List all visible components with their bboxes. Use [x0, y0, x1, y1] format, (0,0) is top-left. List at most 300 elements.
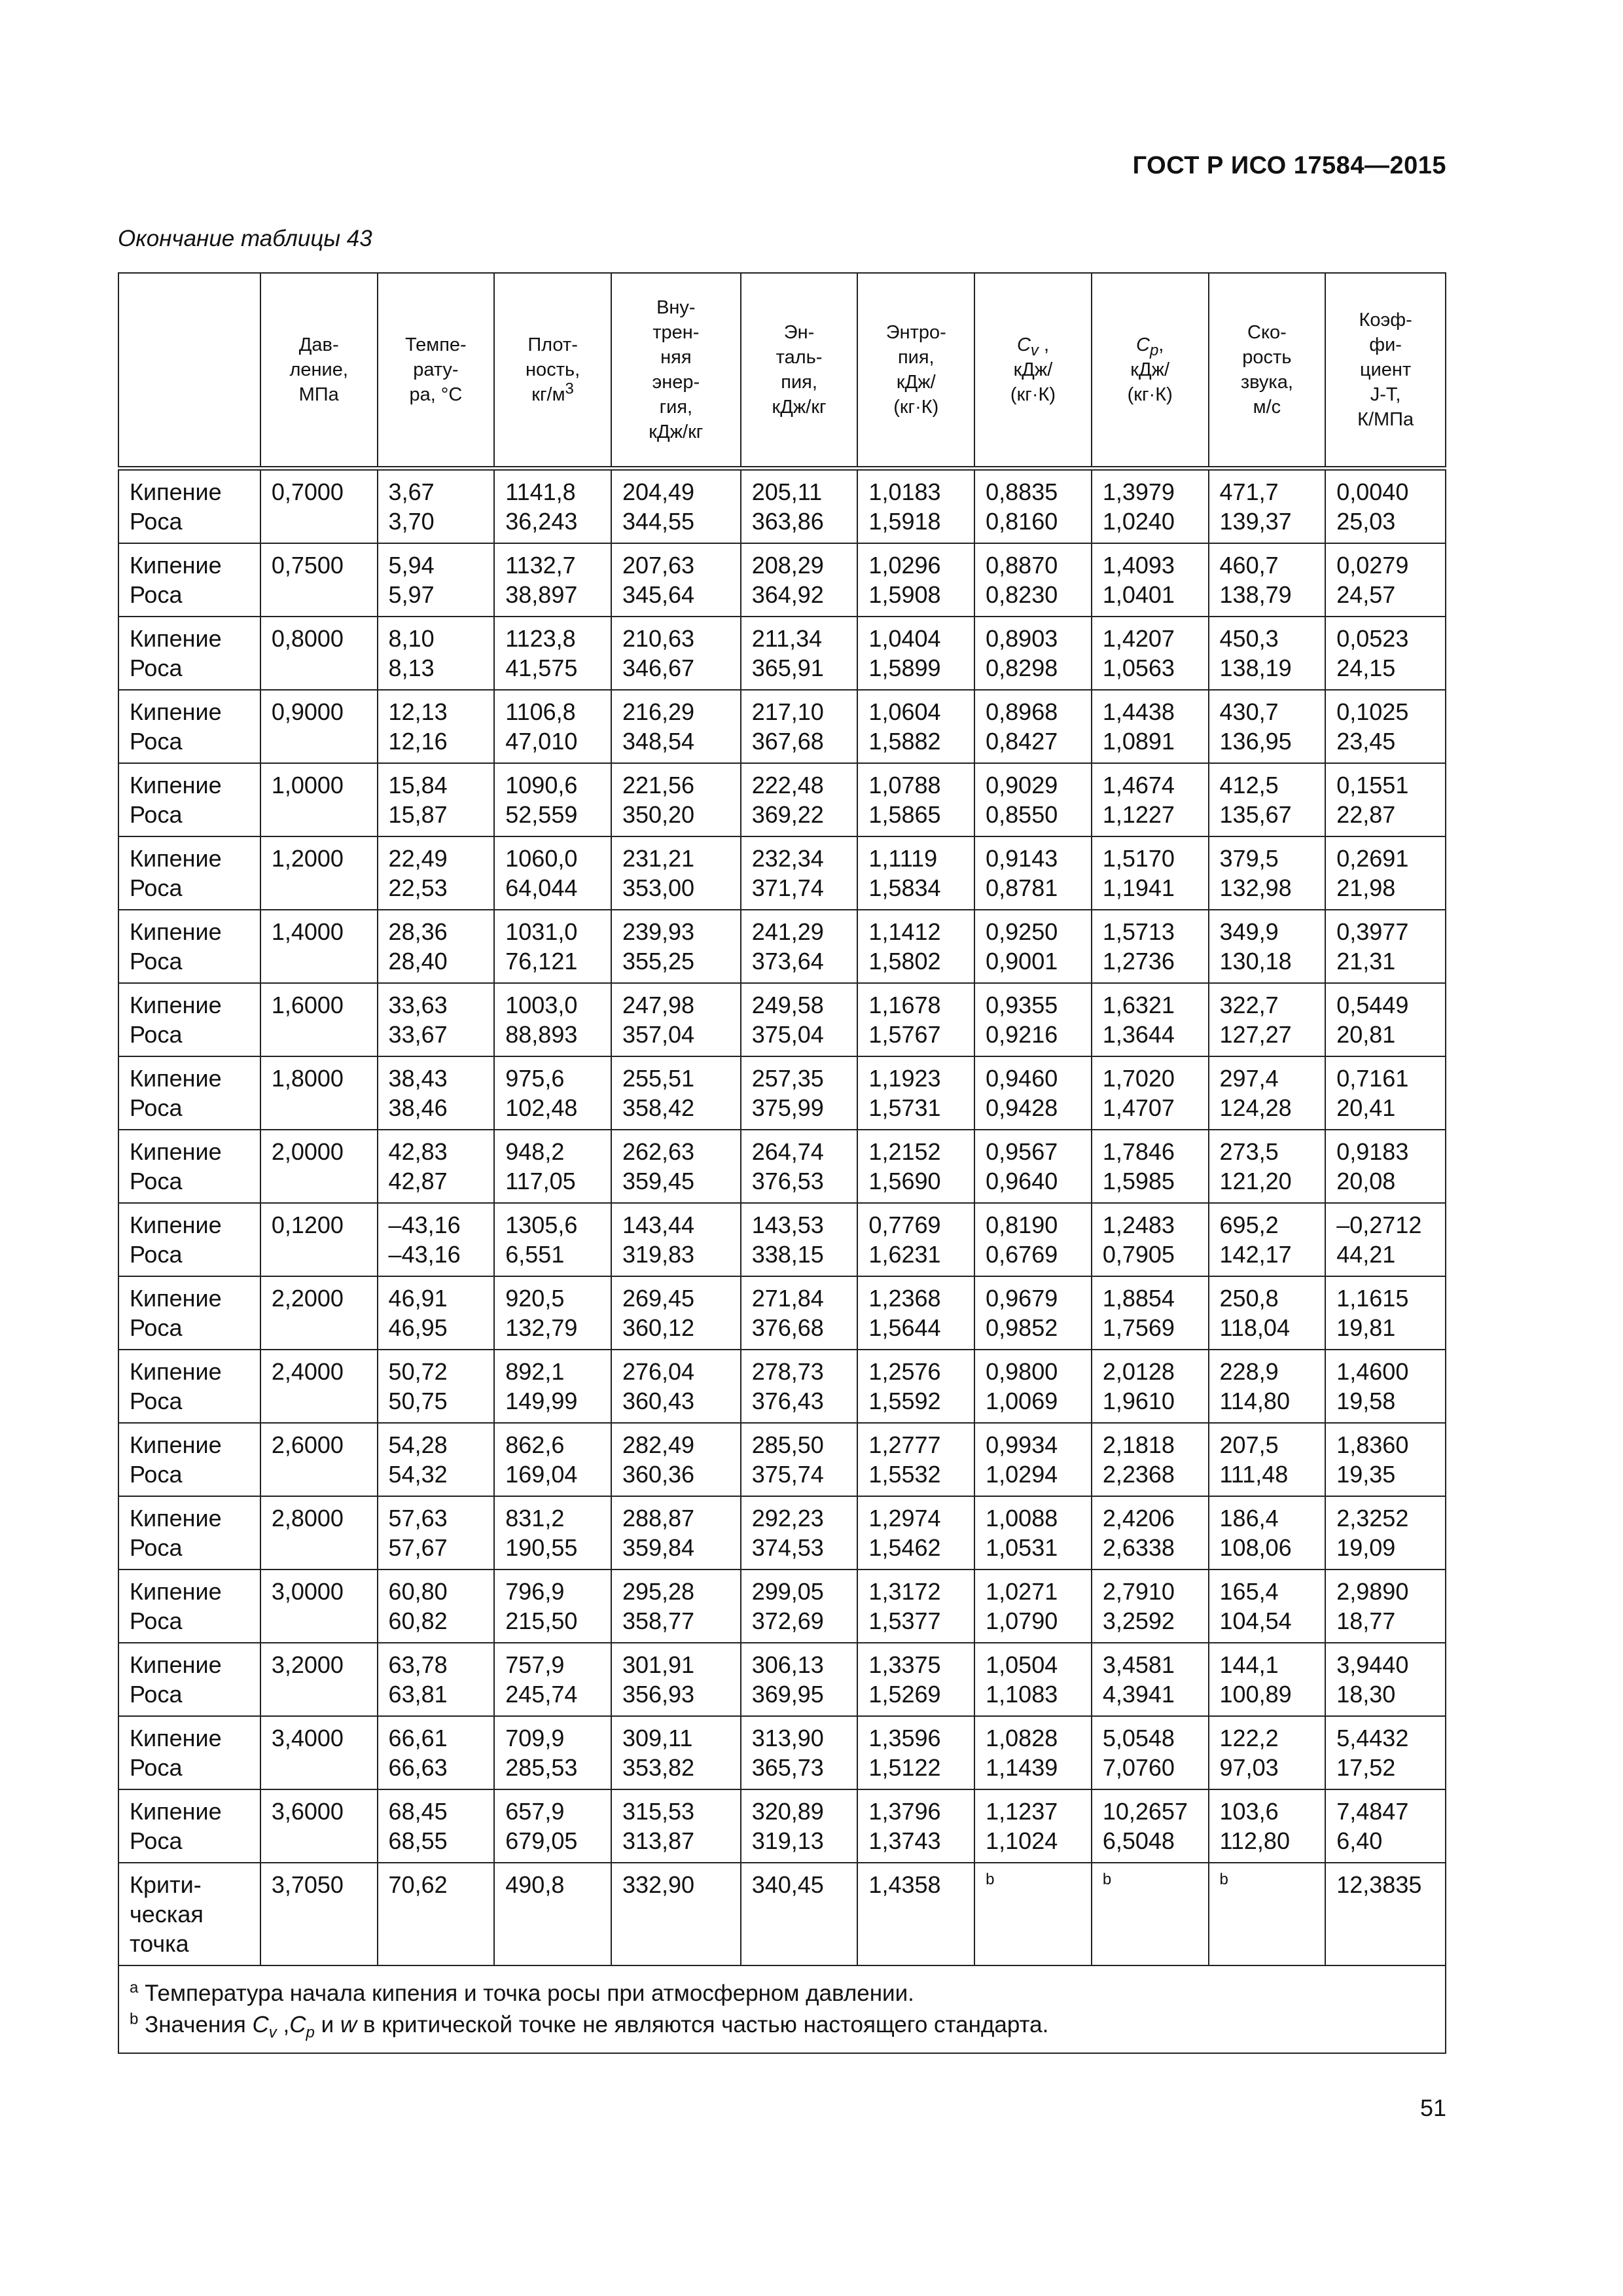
table-row — [118, 1276, 1446, 1350]
density-unit-superscript: 3 — [565, 380, 574, 398]
cell-value: 1,2000 — [271, 845, 344, 872]
cell-value: 1,5985 — [1102, 1168, 1175, 1194]
cell-value: 1,5644 — [868, 1314, 941, 1341]
cell-state — [118, 763, 260, 836]
cell-value: 108,06 — [1219, 1534, 1292, 1561]
cell-value: 0,7905 — [1102, 1241, 1175, 1268]
cell-jt — [1325, 983, 1446, 1056]
cell-value: 490,8 — [505, 1871, 565, 1898]
cell-value: 1,1237 — [986, 1798, 1058, 1825]
cell-sound-speed — [1209, 690, 1326, 763]
cell-temperature — [378, 617, 495, 690]
cell-density — [494, 469, 611, 544]
cell-value: 3,70 — [388, 508, 435, 535]
cell-value: 2,4206 — [1102, 1505, 1175, 1532]
cell-state — [118, 1716, 260, 1789]
cell-value: 0,1025 — [1336, 698, 1409, 725]
cell-value: 20,41 — [1336, 1094, 1396, 1121]
cell-entropy — [857, 836, 974, 910]
cell-value: 19,58 — [1336, 1388, 1396, 1414]
cell-value: 0,8781 — [986, 874, 1058, 901]
cell-entropy — [857, 1203, 974, 1276]
cell-density — [494, 1643, 611, 1716]
cell-value: 239,93 — [622, 918, 695, 945]
cell-value: 1,1227 — [1102, 801, 1175, 828]
cell-value: 28,36 — [388, 918, 448, 945]
cell-value: 103,6 — [1219, 1798, 1279, 1825]
cell-value: 102,48 — [505, 1094, 578, 1121]
cell-value: 149,99 — [505, 1388, 578, 1414]
cell-entropy — [857, 1716, 974, 1789]
cell-value: 360,36 — [622, 1461, 695, 1488]
cell-sound-speed — [1209, 983, 1326, 1056]
cell-density — [494, 690, 611, 763]
header-cv: $C_v$ , кДж/ (кг·К) — [974, 273, 1092, 469]
cell-cp — [1092, 1716, 1209, 1789]
cell-value: 276,04 — [622, 1358, 695, 1385]
cell-value: 1,4093 — [1102, 552, 1175, 579]
cell-value: 41,575 — [505, 655, 578, 681]
cell-value: Кипение — [130, 1431, 222, 1458]
cell-jt — [1325, 1350, 1446, 1423]
cell-value: 104,54 — [1219, 1607, 1292, 1634]
cell-value: 319,13 — [751, 1827, 824, 1854]
cell-value: 0,9216 — [986, 1021, 1058, 1048]
header-row — [118, 273, 1446, 469]
cell-value: Роса — [130, 1607, 183, 1634]
cell-value: 70,62 — [388, 1871, 448, 1898]
cell-temperature — [378, 1496, 495, 1570]
cell-value: 0,7161 — [1336, 1065, 1409, 1092]
cell-cp — [1092, 543, 1209, 617]
cell-internal-energy — [611, 1130, 741, 1203]
cell-value: 282,49 — [622, 1431, 695, 1458]
cell-value: 1,5532 — [868, 1461, 941, 1488]
cell-value: 2,9890 — [1336, 1578, 1409, 1605]
table-row — [118, 543, 1446, 617]
cell-density — [494, 617, 611, 690]
cell-cv — [974, 1716, 1092, 1789]
cell-value: 130,18 — [1219, 948, 1292, 975]
cell-temperature — [378, 1350, 495, 1423]
cell-internal-energy — [611, 1423, 741, 1496]
table-row — [118, 690, 1446, 763]
cell-cp — [1092, 1570, 1209, 1643]
cell-temperature — [378, 1423, 495, 1496]
cell-sound-speed — [1209, 1643, 1326, 1716]
cell-value: 38,46 — [388, 1094, 448, 1121]
footnote-b-pre: Значения — [138, 2012, 253, 2037]
cell-pressure — [260, 690, 378, 763]
cell-state — [118, 1789, 260, 1863]
footnote-b-ref: b — [1102, 1871, 1112, 1888]
cell-value: 38,43 — [388, 1065, 448, 1092]
cell-value: Роса — [130, 801, 183, 828]
cell-value: Роса — [130, 655, 183, 681]
cell-value: 7,0760 — [1102, 1754, 1175, 1781]
cell-value: 1,4000 — [271, 918, 344, 945]
cell-value: 1060,0 — [505, 845, 578, 872]
cell-value: 344,55 — [622, 508, 695, 535]
cell-value: 0,2691 — [1336, 845, 1409, 872]
cell-density — [494, 1716, 611, 1789]
cell-value: 127,27 — [1219, 1021, 1292, 1048]
cell-cv — [974, 1130, 1092, 1203]
cell-value: 0,8870 — [986, 552, 1058, 579]
cell-value: 24,15 — [1336, 655, 1396, 681]
cell-value: 796,9 — [505, 1578, 565, 1605]
cell-entropy — [857, 1789, 974, 1863]
cell-value: 144,1 — [1219, 1651, 1279, 1678]
cell-value: 1,0069 — [986, 1388, 1058, 1414]
cell-density — [494, 910, 611, 983]
cell-value: 1,3979 — [1102, 478, 1175, 505]
cell-value: Роса — [130, 1241, 183, 1268]
cell-value: 831,2 — [505, 1505, 565, 1532]
cell-cv — [974, 1789, 1092, 1863]
cell-value: Роса — [130, 1314, 183, 1341]
cell-value: 375,74 — [751, 1461, 824, 1488]
table-row — [118, 1350, 1446, 1423]
cell-pressure — [260, 1276, 378, 1350]
cell-value: Кипение — [130, 1505, 222, 1532]
cell-value: 100,89 — [1219, 1681, 1292, 1708]
cell-value: 216,29 — [622, 698, 695, 725]
cell-value: 1,5269 — [868, 1681, 941, 1708]
cell-internal-energy — [611, 1789, 741, 1863]
cell-jt — [1325, 1570, 1446, 1643]
cell-state — [118, 469, 260, 544]
cell-value: 0,9934 — [986, 1431, 1058, 1458]
cell-value: 1,1923 — [868, 1065, 941, 1092]
cell-value: 355,25 — [622, 948, 695, 975]
cell-value: 6,551 — [505, 1241, 565, 1268]
cell-value: 679,05 — [505, 1827, 578, 1854]
cell-value: 249,58 — [751, 992, 824, 1018]
thermo-table — [118, 272, 1446, 2054]
heat-capacity-subscript: p — [1149, 341, 1159, 359]
footnote-b-post: в критической точке не являются частью настоящего стандарта. — [357, 2012, 1049, 2037]
cell-value: 353,00 — [622, 874, 695, 901]
cell-value: 6,5048 — [1102, 1827, 1175, 1854]
cell-temperature — [378, 1056, 495, 1130]
cell-pressure — [260, 543, 378, 617]
cell-density — [494, 1423, 611, 1496]
cell-value: 1,6321 — [1102, 992, 1175, 1018]
cell-value: 0,9640 — [986, 1168, 1058, 1194]
cell-value: –0,2712 — [1336, 1211, 1422, 1238]
cell-value: 1,5767 — [868, 1021, 941, 1048]
cell-value: 1123,8 — [505, 625, 576, 652]
cell-value: 0,9428 — [986, 1094, 1058, 1121]
cell-jt — [1325, 1423, 1446, 1496]
cell-value: 50,72 — [388, 1358, 448, 1385]
header-sound-speed: Ско- рость звука, м/с — [1209, 273, 1326, 469]
cell-value: 60,80 — [388, 1578, 448, 1605]
cell-value: 117,05 — [505, 1168, 576, 1194]
cell-value: 0,9355 — [986, 992, 1058, 1018]
cell-value: 285,50 — [751, 1431, 824, 1458]
cell-value: 0,8000 — [271, 625, 344, 652]
cell-value: 288,87 — [622, 1505, 695, 1532]
table-row — [118, 469, 1446, 544]
cell-internal-energy — [611, 617, 741, 690]
cell-value: 0,8903 — [986, 625, 1058, 652]
cell-state — [118, 1276, 260, 1350]
cell-value: 24,57 — [1336, 581, 1396, 608]
cell-temperature — [378, 1643, 495, 1716]
cell-entropy — [857, 617, 974, 690]
cell-value: 363,86 — [751, 508, 824, 535]
cell-value: 1,0271 — [986, 1578, 1058, 1605]
cell-internal-energy — [611, 1643, 741, 1716]
cell-sound-speed — [1209, 1570, 1326, 1643]
cell-value: 5,4432 — [1336, 1725, 1409, 1751]
cell-value: 375,99 — [751, 1094, 824, 1121]
cell-pressure — [260, 1496, 378, 1570]
cell-cp — [1092, 910, 1209, 983]
cell-value: 0,0040 — [1336, 478, 1409, 505]
cell-entropy — [857, 1570, 974, 1643]
header-enthalpy: Эн- таль- пия, кДж/кг — [741, 273, 858, 469]
cell-value — [1103, 1870, 1202, 1899]
cell-value: 295,28 — [622, 1578, 695, 1605]
footnote-a-text: Температура начала кипения и точка росы при атмосферном давлении. — [138, 1981, 914, 2006]
cell-pressure — [260, 1863, 378, 1965]
cell-cp — [1092, 1496, 1209, 1570]
cell-value: 1,5918 — [868, 508, 941, 535]
cell-state — [118, 690, 260, 763]
cell-cp — [1092, 1863, 1209, 1965]
cell-value: –43,16 — [388, 1241, 461, 1268]
cell-value: 1,1678 — [868, 992, 941, 1018]
cell-value: 360,12 — [622, 1314, 695, 1341]
cell-value: 1,3172 — [868, 1578, 941, 1605]
cell-value: 1090,6 — [505, 772, 578, 798]
cell-value: 46,95 — [388, 1314, 448, 1341]
cell-state — [118, 1423, 260, 1496]
cell-value: 132,79 — [505, 1314, 578, 1341]
cell-jt — [1325, 1496, 1446, 1570]
cell-internal-energy — [611, 836, 741, 910]
cell-entropy — [857, 690, 974, 763]
cell-internal-energy — [611, 910, 741, 983]
cp-symbol: C — [289, 2012, 306, 2037]
cell-value: 313,87 — [622, 1827, 695, 1854]
cell-value: 20,81 — [1336, 1021, 1396, 1048]
cell-value: 0,7769 — [868, 1211, 941, 1238]
cell-value: 1,6231 — [868, 1241, 941, 1268]
cell-temperature — [378, 690, 495, 763]
cell-value: 1,3644 — [1102, 1021, 1175, 1048]
cell-value: 1,4600 — [1336, 1358, 1409, 1385]
cell-value: 15,84 — [388, 772, 448, 798]
cell-cv — [974, 1496, 1092, 1570]
page-number: 51 — [1419, 2094, 1446, 2121]
cell-cv — [974, 690, 1092, 763]
cell-value: 60,82 — [388, 1607, 448, 1634]
cell-value: Кипение — [130, 1138, 222, 1165]
cell-pressure — [260, 1130, 378, 1203]
cell-value: 1,4358 — [868, 1871, 941, 1898]
cell-value: 1031,0 — [505, 918, 578, 945]
cell-value: 1,5899 — [868, 655, 941, 681]
cell-sound-speed — [1209, 1203, 1326, 1276]
cell-value: 50,75 — [388, 1388, 448, 1414]
cell-internal-energy — [611, 1570, 741, 1643]
cell-value: Кипение — [130, 992, 222, 1018]
cell-value: 1,8000 — [271, 1065, 344, 1092]
cell-value: 142,17 — [1219, 1241, 1292, 1268]
table-row — [118, 910, 1446, 983]
cell-density — [494, 543, 611, 617]
cell-value: Кипение — [130, 552, 222, 579]
table-row — [118, 1643, 1446, 1716]
cell-value: 1,1615 — [1336, 1285, 1409, 1312]
cell-value: Роса — [130, 1021, 183, 1048]
cell-value: 1,3796 — [868, 1798, 941, 1825]
cell-value: 0,9000 — [271, 698, 344, 725]
table-row — [118, 763, 1446, 836]
cell-density — [494, 1863, 611, 1965]
cell-jt — [1325, 469, 1446, 544]
cell-value: 1,2777 — [868, 1431, 941, 1458]
cell-value: 3,2000 — [271, 1651, 344, 1678]
cell-value: 345,64 — [622, 581, 695, 608]
cell-pressure — [260, 1643, 378, 1716]
cell-sound-speed — [1209, 1863, 1326, 1965]
cell-value: 47,010 — [505, 728, 578, 755]
cell-value: 1,5592 — [868, 1388, 941, 1414]
cell-value: Кипение — [130, 1358, 222, 1385]
cell-enthalpy — [741, 1423, 858, 1496]
cell-value: 5,0548 — [1102, 1725, 1175, 1751]
footnotes-cell — [118, 1965, 1446, 2053]
cell-value: 313,90 — [751, 1725, 824, 1751]
cell-density — [494, 836, 611, 910]
cell-value: 1,4674 — [1102, 772, 1175, 798]
cell-value: 3,7050 — [271, 1871, 344, 1898]
cell-value: Роса — [130, 1754, 183, 1781]
cell-value: 320,89 — [751, 1798, 824, 1825]
cell-value: 1,0790 — [986, 1607, 1058, 1634]
cell-value — [1220, 1870, 1319, 1899]
cell-pressure — [260, 910, 378, 983]
cell-value: 0,7000 — [271, 478, 344, 505]
cell-enthalpy — [741, 910, 858, 983]
cell-value: Кипение — [130, 625, 222, 652]
cell-value: 349,9 — [1219, 918, 1279, 945]
footnote-b — [130, 2009, 1436, 2041]
data-table-container — [118, 272, 1446, 2054]
cell-state — [118, 1130, 260, 1203]
cell-entropy — [857, 1496, 974, 1570]
cell-value: 68,55 — [388, 1827, 448, 1854]
table-row — [118, 1130, 1446, 1203]
standard-number: ГОСТ Р ИСО 17584—2015 — [1132, 152, 1446, 179]
cell-value: 12,16 — [388, 728, 448, 755]
cell-cp — [1092, 1130, 1209, 1203]
cell-value: 1,2576 — [868, 1358, 941, 1385]
cell-value: ческая — [130, 1901, 204, 1928]
cell-value: 1,0504 — [986, 1651, 1058, 1678]
table-row — [118, 1789, 1446, 1863]
cell-value: 0,9250 — [986, 918, 1058, 945]
cell-value: 255,51 — [622, 1065, 695, 1092]
cell-value: 18,77 — [1336, 1607, 1396, 1634]
cell-pressure — [260, 1056, 378, 1130]
cell-enthalpy — [741, 836, 858, 910]
cell-value: 2,8000 — [271, 1505, 344, 1532]
heat-capacity-symbol: C — [1135, 334, 1150, 355]
cell-internal-energy — [611, 543, 741, 617]
cell-value: 66,61 — [388, 1725, 448, 1751]
cell-value: 364,92 — [751, 581, 824, 608]
cell-value: 8,13 — [388, 655, 435, 681]
header-temperature: Темпе- рату- ра, °С — [378, 273, 495, 469]
cell-value: 1,0404 — [868, 625, 941, 652]
cell-sound-speed — [1209, 1130, 1326, 1203]
cell-value: 285,53 — [505, 1754, 578, 1781]
cell-value: Роса — [130, 728, 183, 755]
cell-value: 1,1412 — [868, 918, 941, 945]
cell-value: 2,4000 — [271, 1358, 344, 1385]
cell-cv — [974, 763, 1092, 836]
cell-value: Роса — [130, 1094, 183, 1121]
cell-value: 28,40 — [388, 948, 448, 975]
cell-value: Кипение — [130, 1211, 222, 1238]
cell-value: 207,5 — [1219, 1431, 1279, 1458]
cell-value: 121,20 — [1219, 1168, 1292, 1194]
cell-value: 76,121 — [505, 948, 578, 975]
cell-value: 357,04 — [622, 1021, 695, 1048]
cell-entropy — [857, 1276, 974, 1350]
cell-value: 208,29 — [751, 552, 824, 579]
cell-state — [118, 1570, 260, 1643]
cell-jt — [1325, 543, 1446, 617]
cell-value: 1,2368 — [868, 1285, 941, 1312]
cell-cp — [1092, 1789, 1209, 1863]
cell-jt — [1325, 1276, 1446, 1350]
cell-state — [118, 1350, 260, 1423]
cell-entropy — [857, 1423, 974, 1496]
cell-value: Роса — [130, 1388, 183, 1414]
cell-value: 301,91 — [622, 1651, 695, 1678]
cell-value: 5,94 — [388, 552, 435, 579]
cell-value: 373,64 — [751, 948, 824, 975]
cell-value: 1,0531 — [986, 1534, 1058, 1561]
cell-value: 0,8427 — [986, 728, 1058, 755]
cell-value: 12,13 — [388, 698, 448, 725]
header-jt-coefficient: Коэф- фи- циент J-T, К/МПа — [1325, 273, 1446, 469]
cell-entropy — [857, 1056, 974, 1130]
cell-internal-energy — [611, 1350, 741, 1423]
cell-sound-speed — [1209, 1056, 1326, 1130]
cell-cp — [1092, 836, 1209, 910]
cell-value: 1,7846 — [1102, 1138, 1175, 1165]
cell-enthalpy — [741, 1570, 858, 1643]
cell-pressure — [260, 763, 378, 836]
cell-cv — [974, 1863, 1092, 1965]
cell-value: 20,08 — [1336, 1168, 1396, 1194]
cell-value: 1,1083 — [986, 1681, 1058, 1708]
cell-state — [118, 1056, 260, 1130]
header-density: Плот- ность, $кг/м^3$ — [494, 273, 611, 469]
cell-value: 1,7020 — [1102, 1065, 1175, 1092]
cell-temperature — [378, 1570, 495, 1643]
cell-value: 210,63 — [622, 625, 695, 652]
cell-value: 5,97 — [388, 581, 435, 608]
